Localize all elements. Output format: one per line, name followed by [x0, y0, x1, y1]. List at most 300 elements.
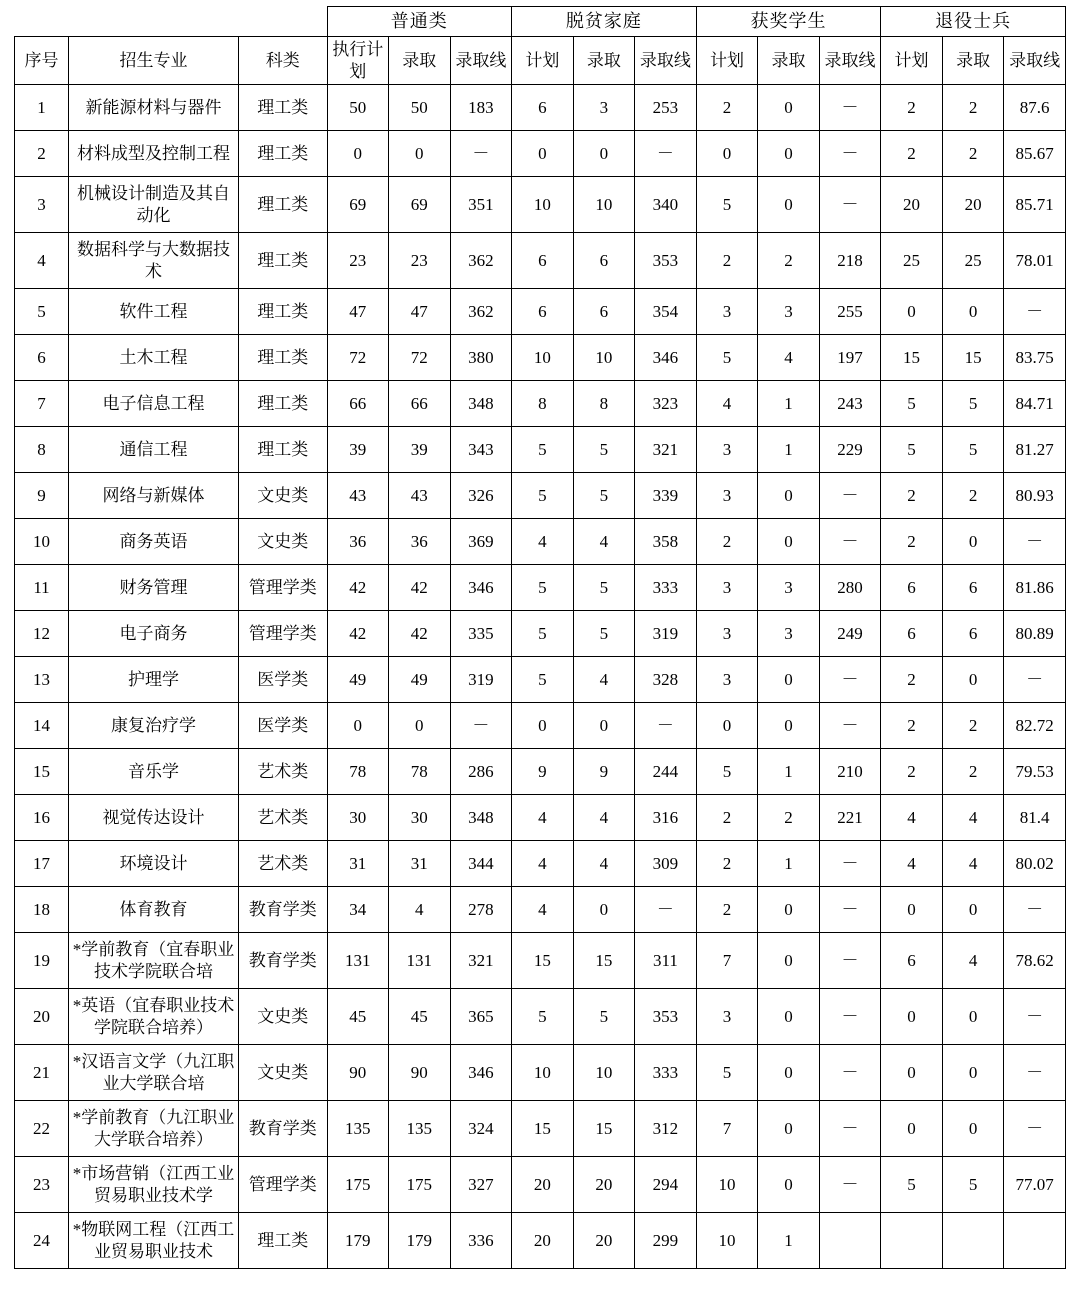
cell-a_admit: 3 [758, 289, 820, 335]
cell-idx: 11 [15, 565, 69, 611]
column-header-general-plan: 执行计划 [327, 37, 389, 85]
cell-p_line: 335 [450, 611, 512, 657]
cell-a_admit: 1 [758, 841, 820, 887]
cell-a_line: － [819, 177, 881, 233]
cell-category: 艺术类 [239, 795, 328, 841]
column-header-poverty-line: 录取线 [635, 37, 697, 85]
cell-v_line: － [1004, 1101, 1066, 1157]
cell-a_plan: 2 [696, 233, 758, 289]
cell-p_plan: 42 [327, 565, 389, 611]
cell-category: 理工类 [239, 335, 328, 381]
cell-p_admit: 50 [389, 85, 451, 131]
cell-v_plan: 0 [881, 989, 943, 1045]
cell-v_admit: 0 [942, 289, 1004, 335]
cell-p_line: 319 [450, 657, 512, 703]
cell-a_admit: 0 [758, 1101, 820, 1157]
cell-p_admit: 72 [389, 335, 451, 381]
cell-v_admit: 5 [942, 1157, 1004, 1213]
cell-a_admit: 0 [758, 989, 820, 1045]
cell-v_plan: 6 [881, 933, 943, 989]
cell-a_plan: 10 [696, 1213, 758, 1269]
cell-a_plan: 7 [696, 933, 758, 989]
table-row [15, 657, 1066, 703]
cell-t_admit: 9 [573, 749, 635, 795]
cell-v_admit: 20 [942, 177, 1004, 233]
table-row [15, 85, 1066, 131]
cell-p_admit: 0 [389, 131, 451, 177]
cell-p_line: 326 [450, 473, 512, 519]
cell-t_admit: 5 [573, 989, 635, 1045]
cell-t_admit: 6 [573, 233, 635, 289]
cell-category: 艺术类 [239, 841, 328, 887]
cell-category: 理工类 [239, 427, 328, 473]
cell-a_plan: 2 [696, 887, 758, 933]
cell-a_plan: 2 [696, 519, 758, 565]
cell-major: 新能源材料与器件 [69, 85, 239, 131]
cell-p_plan: 42 [327, 611, 389, 657]
cell-a_admit: 1 [758, 381, 820, 427]
cell-v_admit: 4 [942, 933, 1004, 989]
cell-idx: 19 [15, 933, 69, 989]
cell-v_line: 85.67 [1004, 131, 1066, 177]
cell-v_line: － [1004, 887, 1066, 933]
cell-major: *市场营销（江西工业贸易职业技术学 [69, 1157, 239, 1213]
cell-category: 管理学类 [239, 1157, 328, 1213]
cell-v_plan: 2 [881, 519, 943, 565]
table-row [15, 335, 1066, 381]
cell-v_plan: 0 [881, 289, 943, 335]
cell-a_admit: 0 [758, 1157, 820, 1213]
cell-p_admit: 69 [389, 177, 451, 233]
cell-major: 财务管理 [69, 565, 239, 611]
cell-v_admit: 2 [942, 85, 1004, 131]
cell-a_line: － [819, 657, 881, 703]
cell-v_plan: 5 [881, 1157, 943, 1213]
cell-category: 医学类 [239, 657, 328, 703]
cell-t_admit: 5 [573, 427, 635, 473]
cell-v_line: 77.07 [1004, 1157, 1066, 1213]
cell-t_line: 299 [635, 1213, 697, 1269]
cell-v_plan [881, 1213, 943, 1269]
cell-v_line: 82.72 [1004, 703, 1066, 749]
cell-category: 医学类 [239, 703, 328, 749]
cell-v_line: 78.01 [1004, 233, 1066, 289]
cell-a_plan: 2 [696, 85, 758, 131]
cell-a_line: － [819, 519, 881, 565]
cell-t_admit: 4 [573, 841, 635, 887]
cell-a_line: 210 [819, 749, 881, 795]
cell-a_plan: 4 [696, 381, 758, 427]
cell-v_admit: 5 [942, 381, 1004, 427]
table-row [15, 131, 1066, 177]
cell-idx: 7 [15, 381, 69, 427]
cell-t_plan: 20 [512, 1213, 574, 1269]
cell-t_line: 316 [635, 795, 697, 841]
cell-p_admit: 45 [389, 989, 451, 1045]
cell-major: *英语（宜春职业技术学院联合培养） [69, 989, 239, 1045]
cell-v_line: － [1004, 657, 1066, 703]
cell-v_admit: 4 [942, 841, 1004, 887]
cell-p_plan: 36 [327, 519, 389, 565]
cell-a_admit: 0 [758, 933, 820, 989]
cell-category: 理工类 [239, 131, 328, 177]
cell-category: 教育学类 [239, 933, 328, 989]
cell-p_admit: 47 [389, 289, 451, 335]
cell-a_admit: 0 [758, 85, 820, 131]
cell-v_admit: 6 [942, 565, 1004, 611]
column-header-veteran-admitted: 录取 [942, 37, 1004, 85]
cell-t_plan: 4 [512, 519, 574, 565]
table-row [15, 519, 1066, 565]
cell-t_admit: 20 [573, 1157, 635, 1213]
cell-p_line: 286 [450, 749, 512, 795]
cell-category: 文史类 [239, 473, 328, 519]
cell-p_line: 351 [450, 177, 512, 233]
cell-a_admit: 2 [758, 795, 820, 841]
table-row [15, 1101, 1066, 1157]
cell-v_plan: 2 [881, 131, 943, 177]
cell-major: *汉语言文学（九江职业大学联合培 [69, 1045, 239, 1101]
table-row [15, 1157, 1066, 1213]
cell-major: 商务英语 [69, 519, 239, 565]
cell-t_admit: 10 [573, 1045, 635, 1101]
cell-v_line: 81.27 [1004, 427, 1066, 473]
cell-v_line: 84.71 [1004, 381, 1066, 427]
cell-v_plan: 6 [881, 565, 943, 611]
cell-a_plan: 3 [696, 565, 758, 611]
cell-t_line: 294 [635, 1157, 697, 1213]
cell-idx: 4 [15, 233, 69, 289]
cell-a_plan: 2 [696, 841, 758, 887]
cell-p_plan: 50 [327, 85, 389, 131]
column-header-award-line: 录取线 [819, 37, 881, 85]
cell-a_plan: 10 [696, 1157, 758, 1213]
cell-a_line: 221 [819, 795, 881, 841]
cell-v_admit: 2 [942, 131, 1004, 177]
cell-t_admit: 4 [573, 657, 635, 703]
cell-idx: 3 [15, 177, 69, 233]
cell-a_plan: 3 [696, 427, 758, 473]
cell-a_admit: 2 [758, 233, 820, 289]
cell-t_admit: 10 [573, 177, 635, 233]
cell-v_admit: 4 [942, 795, 1004, 841]
cell-t_plan: 5 [512, 989, 574, 1045]
table-row [15, 381, 1066, 427]
cell-p_line: 278 [450, 887, 512, 933]
column-header-general-admitted: 录取 [389, 37, 451, 85]
cell-p_line: 344 [450, 841, 512, 887]
cell-p_plan: 131 [327, 933, 389, 989]
cell-t_plan: 5 [512, 657, 574, 703]
table-row [15, 233, 1066, 289]
cell-t_admit: 0 [573, 887, 635, 933]
cell-a_line: － [819, 1045, 881, 1101]
cell-t_plan: 0 [512, 131, 574, 177]
cell-idx: 1 [15, 85, 69, 131]
cell-v_plan: 15 [881, 335, 943, 381]
cell-a_plan: 5 [696, 177, 758, 233]
cell-t_admit: 5 [573, 473, 635, 519]
cell-p_admit: 43 [389, 473, 451, 519]
cell-p_plan: 30 [327, 795, 389, 841]
cell-a_plan: 3 [696, 611, 758, 657]
cell-p_plan: 39 [327, 427, 389, 473]
column-header-award-admitted: 录取 [758, 37, 820, 85]
cell-t_plan: 10 [512, 177, 574, 233]
cell-t_admit: 10 [573, 335, 635, 381]
cell-p_plan: 135 [327, 1101, 389, 1157]
cell-t_plan: 10 [512, 1045, 574, 1101]
cell-v_line: 87.6 [1004, 85, 1066, 131]
cell-a_line: － [819, 841, 881, 887]
cell-p_line: － [450, 131, 512, 177]
cell-t_admit: 5 [573, 565, 635, 611]
cell-a_line: 249 [819, 611, 881, 657]
cell-t_plan: 5 [512, 565, 574, 611]
cell-p_plan: 175 [327, 1157, 389, 1213]
cell-a_plan: 3 [696, 989, 758, 1045]
cell-v_line: 80.02 [1004, 841, 1066, 887]
cell-v_plan: 5 [881, 381, 943, 427]
cell-major: 电子商务 [69, 611, 239, 657]
cell-v_admit: 2 [942, 749, 1004, 795]
column-header-category: 科类 [239, 37, 328, 85]
column-header-veteran-line: 录取线 [1004, 37, 1066, 85]
cell-t_admit: 15 [573, 1101, 635, 1157]
cell-v_admit: 0 [942, 989, 1004, 1045]
cell-p_line: 183 [450, 85, 512, 131]
cell-v_admit: 15 [942, 335, 1004, 381]
cell-v_admit: 0 [942, 657, 1004, 703]
cell-idx: 24 [15, 1213, 69, 1269]
cell-idx: 2 [15, 131, 69, 177]
group-header-spacer-major [69, 7, 239, 37]
cell-idx: 13 [15, 657, 69, 703]
cell-v_plan: 6 [881, 611, 943, 657]
cell-t_line: － [635, 131, 697, 177]
cell-t_plan: 5 [512, 427, 574, 473]
cell-p_admit: 131 [389, 933, 451, 989]
cell-a_admit: 0 [758, 473, 820, 519]
cell-t_plan: 5 [512, 473, 574, 519]
cell-t_admit: 20 [573, 1213, 635, 1269]
cell-a_line: 229 [819, 427, 881, 473]
cell-idx: 15 [15, 749, 69, 795]
cell-a_admit: 0 [758, 657, 820, 703]
cell-v_admit: 2 [942, 703, 1004, 749]
group-header-general: 普通类 [327, 7, 512, 37]
cell-idx: 16 [15, 795, 69, 841]
cell-p_line: 324 [450, 1101, 512, 1157]
cell-t_admit: 4 [573, 795, 635, 841]
cell-major: 康复治疗学 [69, 703, 239, 749]
cell-idx: 10 [15, 519, 69, 565]
cell-a_line: 280 [819, 565, 881, 611]
cell-v_admit: 0 [942, 1101, 1004, 1157]
cell-v_line: － [1004, 519, 1066, 565]
cell-a_admit: 1 [758, 749, 820, 795]
cell-v_admit: 0 [942, 887, 1004, 933]
cell-major: 土木工程 [69, 335, 239, 381]
table-row [15, 1045, 1066, 1101]
cell-idx: 9 [15, 473, 69, 519]
cell-p_plan: 0 [327, 131, 389, 177]
column-header-major: 招生专业 [69, 37, 239, 85]
cell-v_line: 83.75 [1004, 335, 1066, 381]
cell-idx: 22 [15, 1101, 69, 1157]
cell-a_plan: 7 [696, 1101, 758, 1157]
cell-p_line: 369 [450, 519, 512, 565]
cell-category: 文史类 [239, 519, 328, 565]
cell-t_plan: 15 [512, 1101, 574, 1157]
cell-category: 理工类 [239, 381, 328, 427]
cell-t_line: 340 [635, 177, 697, 233]
cell-category: 理工类 [239, 289, 328, 335]
cell-a_admit: 1 [758, 1213, 820, 1269]
cell-p_plan: 47 [327, 289, 389, 335]
cell-major: 护理学 [69, 657, 239, 703]
cell-idx: 23 [15, 1157, 69, 1213]
cell-v_plan: 4 [881, 841, 943, 887]
cell-p_plan: 49 [327, 657, 389, 703]
cell-a_admit: 0 [758, 1045, 820, 1101]
cell-p_admit: 135 [389, 1101, 451, 1157]
cell-idx: 21 [15, 1045, 69, 1101]
cell-a_plan: 5 [696, 1045, 758, 1101]
cell-v_line: 80.93 [1004, 473, 1066, 519]
group-header-award: 获奖学生 [696, 7, 881, 37]
cell-v_admit: 6 [942, 611, 1004, 657]
cell-major: 数据科学与大数据技术 [69, 233, 239, 289]
cell-major: *物联网工程（江西工业贸易职业技术 [69, 1213, 239, 1269]
cell-p_admit: 175 [389, 1157, 451, 1213]
cell-t_line: － [635, 703, 697, 749]
cell-a_admit: 1 [758, 427, 820, 473]
cell-a_admit: 0 [758, 887, 820, 933]
table-header [15, 7, 1066, 85]
cell-p_admit: 66 [389, 381, 451, 427]
cell-v_line: － [1004, 1045, 1066, 1101]
cell-t_plan: 10 [512, 335, 574, 381]
cell-idx: 6 [15, 335, 69, 381]
cell-p_plan: 69 [327, 177, 389, 233]
cell-t_line: 309 [635, 841, 697, 887]
cell-v_line [1004, 1213, 1066, 1269]
cell-p_line: 365 [450, 989, 512, 1045]
column-header-veteran-plan: 计划 [881, 37, 943, 85]
cell-a_plan: 0 [696, 131, 758, 177]
cell-major: *学前教育（宜春职业技术学院联合培 [69, 933, 239, 989]
cell-t_plan: 6 [512, 233, 574, 289]
cell-v_line: 85.71 [1004, 177, 1066, 233]
cell-p_plan: 179 [327, 1213, 389, 1269]
cell-t_admit: 0 [573, 703, 635, 749]
cell-p_admit: 42 [389, 611, 451, 657]
group-header-spacer-category [239, 7, 328, 37]
cell-p_plan: 72 [327, 335, 389, 381]
cell-t_plan: 5 [512, 611, 574, 657]
table-group-header-row [15, 7, 1066, 37]
cell-major: 机械设计制造及其自动化 [69, 177, 239, 233]
cell-v_plan: 2 [881, 85, 943, 131]
cell-t_line: 321 [635, 427, 697, 473]
cell-t_plan: 6 [512, 85, 574, 131]
cell-t_line: 328 [635, 657, 697, 703]
cell-idx: 18 [15, 887, 69, 933]
table-row [15, 703, 1066, 749]
group-header-poverty: 脱贫家庭 [512, 7, 697, 37]
table-row [15, 177, 1066, 233]
cell-category: 教育学类 [239, 887, 328, 933]
cell-p_plan: 34 [327, 887, 389, 933]
cell-a_line: － [819, 887, 881, 933]
cell-v_admit [942, 1213, 1004, 1269]
cell-v_plan: 25 [881, 233, 943, 289]
column-header-award-plan: 计划 [696, 37, 758, 85]
column-header-poverty-plan: 计划 [512, 37, 574, 85]
cell-p_line: 362 [450, 289, 512, 335]
cell-idx: 12 [15, 611, 69, 657]
cell-major: 音乐学 [69, 749, 239, 795]
cell-major: 环境设计 [69, 841, 239, 887]
cell-t_line: 323 [635, 381, 697, 427]
cell-p_line: 348 [450, 381, 512, 427]
group-header-spacer-index [15, 7, 69, 37]
cell-v_plan: 0 [881, 1101, 943, 1157]
cell-p_plan: 45 [327, 989, 389, 1045]
cell-v_line: 81.86 [1004, 565, 1066, 611]
cell-idx: 17 [15, 841, 69, 887]
cell-idx: 8 [15, 427, 69, 473]
cell-p_admit: 49 [389, 657, 451, 703]
cell-t_admit: 3 [573, 85, 635, 131]
column-header-poverty-admitted: 录取 [573, 37, 635, 85]
cell-v_admit: 5 [942, 427, 1004, 473]
cell-a_plan: 5 [696, 749, 758, 795]
cell-a_line: 243 [819, 381, 881, 427]
cell-v_plan: 5 [881, 427, 943, 473]
cell-v_line: 81.4 [1004, 795, 1066, 841]
cell-t_line: 353 [635, 989, 697, 1045]
cell-p_line: 321 [450, 933, 512, 989]
cell-major: 软件工程 [69, 289, 239, 335]
cell-t_plan: 8 [512, 381, 574, 427]
cell-v_plan: 2 [881, 749, 943, 795]
cell-p_line: 336 [450, 1213, 512, 1269]
cell-a_plan: 3 [696, 657, 758, 703]
cell-v_line: 79.53 [1004, 749, 1066, 795]
table-row [15, 749, 1066, 795]
cell-p_admit: 90 [389, 1045, 451, 1101]
cell-p_line: － [450, 703, 512, 749]
cell-t_line: 346 [635, 335, 697, 381]
cell-v_line: 78.62 [1004, 933, 1066, 989]
table-row [15, 933, 1066, 989]
table-row [15, 841, 1066, 887]
cell-t_line: 311 [635, 933, 697, 989]
cell-idx: 5 [15, 289, 69, 335]
table-row [15, 795, 1066, 841]
cell-category: 文史类 [239, 1045, 328, 1101]
cell-p_line: 346 [450, 565, 512, 611]
cell-a_line: － [819, 1157, 881, 1213]
cell-a_admit: 4 [758, 335, 820, 381]
cell-a_line: 255 [819, 289, 881, 335]
cell-a_line: － [819, 989, 881, 1045]
cell-p_plan: 23 [327, 233, 389, 289]
cell-p_admit: 42 [389, 565, 451, 611]
cell-a_line: － [819, 473, 881, 519]
